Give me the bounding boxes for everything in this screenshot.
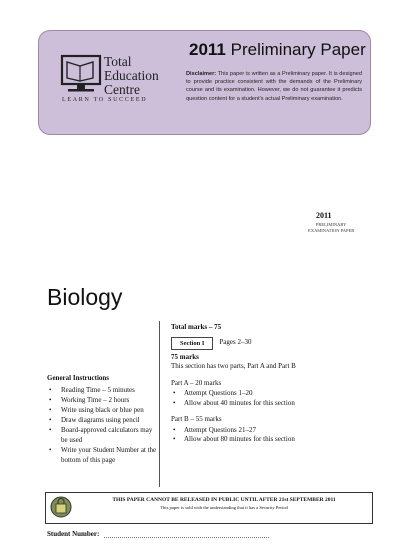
part-b-item: • Attempt Questions 21–27 — [171, 426, 371, 436]
general-instructions-title: General Instructions — [47, 374, 110, 382]
instruction-item: • Reading Time – 5 minutes — [47, 385, 157, 395]
student-number-label: Student Number: — [47, 530, 100, 538]
release-notice: THIS PAPER CANNOT BE RELEASED IN PUBLIC UNTIL AFTER 21st SEPTEMBER 2011 — [112, 497, 336, 503]
logo-tagline: LEARN TO SUCCEED — [62, 97, 148, 103]
instruction-item: • Write using black or blue pen — [47, 405, 157, 415]
disclaimer-label: Disclaimer: — [186, 71, 217, 77]
marks-column — [171, 323, 371, 445]
column-divider — [159, 321, 160, 487]
disclaimer — [186, 70, 362, 103]
exam-type-line-1: PRELIMINARY — [315, 222, 347, 227]
paper-title-text: Preliminary Paper — [230, 40, 366, 59]
general-instructions-list — [47, 385, 157, 465]
section-row — [171, 337, 371, 350]
logo-wordmark — [104, 55, 159, 97]
part-b-list — [171, 426, 371, 445]
instruction-item: • Draw diagrams using pencil — [47, 415, 157, 425]
disclaimer-text: This paper is written as a Preliminary paper. It is designed to provide practice consistent with the demands of the Preliminary course and its examination. However, we do not guarantee it predicts question content for a student's actual Preliminary examination. — [186, 71, 362, 102]
section-description: This section has two parts, Part A and Part B — [171, 362, 296, 370]
student-number-field[interactable] — [104, 537, 269, 538]
logo-line-1: Total — [104, 54, 132, 69]
section-marks: 75 marks — [171, 352, 199, 361]
paper-title — [189, 40, 366, 60]
total-marks: Total marks – 75 — [171, 323, 222, 331]
security-seal-icon — [50, 495, 72, 519]
instruction-item: • Working Time – 2 hours — [47, 395, 157, 405]
part-a-title: Part A – 20 marks — [171, 378, 222, 387]
part-a-item: • Allow about 40 minutes for this section — [171, 399, 371, 409]
exam-type — [308, 222, 354, 234]
security-period-note: This paper is sold with the understanding that it has a Security Period — [160, 505, 288, 510]
paper-year: 2011 — [189, 40, 226, 59]
part-b-title: Part B – 55 marks — [171, 415, 222, 423]
section-label: Section I — [171, 337, 213, 350]
exam-type-line-2: EXAMINATION PAPER — [308, 228, 355, 233]
subject-title: Biology — [47, 284, 123, 310]
part-a-list — [171, 389, 371, 408]
instruction-item: • Board-approved calculators may be used — [47, 425, 157, 445]
logo-line-3: Centre — [104, 82, 140, 97]
logo-line-2: Education — [104, 68, 159, 83]
cover-year: 2011 — [316, 211, 332, 220]
section-pages: Pages 2–30 — [219, 338, 252, 347]
part-a-item: • Attempt Questions 1–20 — [171, 389, 371, 399]
part-b-item: • Allow about 80 minutes for this section — [171, 435, 371, 445]
instruction-item: • Write your Student Number at the bottom of this page — [47, 445, 157, 465]
